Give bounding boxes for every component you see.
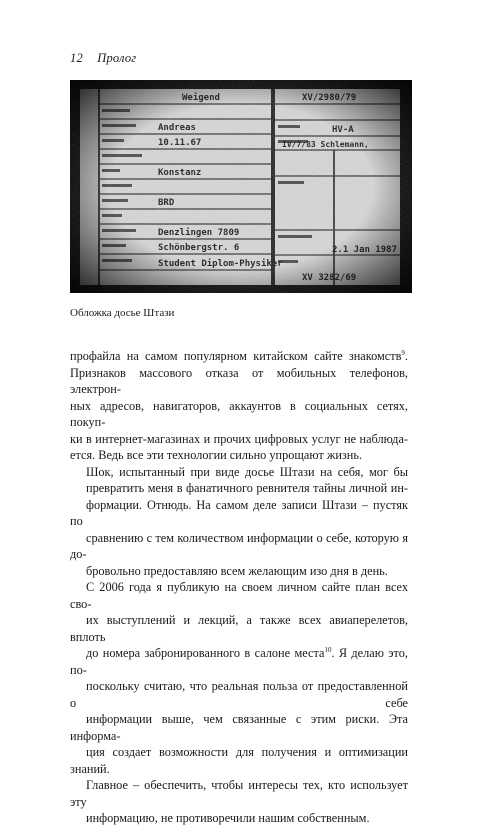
text-line: превратить меня в фанатичного ревнителя тайны личной ин- — [86, 481, 408, 495]
text-line: формации. Отнюдь. На самом деле записи Штази – пустяк по — [70, 497, 408, 528]
paragraph — [70, 464, 408, 580]
text-line: ется. Ведь все эти технологии сильно упрощают жизнь. — [70, 448, 363, 462]
footnote-ref: 9 — [401, 348, 405, 357]
text-line: до номера забронированного в салоне места$^{10}$. Я делаю это, по- — [70, 645, 408, 677]
text-line: Признаков массового отказа от мобильных телефонов, электрон- — [70, 365, 408, 396]
body-text — [70, 348, 408, 827]
section-title: Пролог — [97, 51, 137, 65]
page-number: 12 — [70, 51, 83, 65]
footnote-ref: 10 — [324, 645, 332, 654]
paragraph — [70, 579, 408, 827]
running-header — [70, 51, 136, 66]
text-line: Главное – обеспечить, чтобы интересы тех, кто использует эту — [70, 778, 408, 809]
text-line: Шок, испытанный при виде досье Штази на себя, мог бы — [86, 464, 408, 479]
text-line: информации выше, чем связанные с этим риски. Эта информа- — [70, 712, 408, 743]
text-line: поскольку считаю, что реальная польза от предоставленной о себе — [70, 679, 408, 710]
stasi-file-photo — [70, 80, 412, 293]
text-line: ных адресов, навигаторов, аккаунтов в социальных сетях, покуп- — [70, 398, 408, 429]
text-line: ки в интернет-магазинах и прочих цифровых услуг не наблюда- — [70, 431, 408, 446]
text-line: бровольно предоставляю всем желающим изо дня в день. — [86, 563, 388, 578]
text-line: информацию, не противоречили нашим собственным. — [86, 811, 370, 825]
figure-caption: Обложка досье Штази — [70, 307, 175, 319]
text-line: профайла на самом популярном китайском сайте знакомств$^9$. — [70, 348, 408, 363]
paragraph — [70, 348, 408, 464]
text-line: сравнению с тем количеством информации о себе, которую я до- — [70, 530, 408, 561]
text-line: ция создает возможности для получения и оптимизации знаний. — [70, 745, 408, 776]
text-line: их выступлений и лекций, а также всех авиаперелетов, вплоть — [70, 613, 408, 644]
text-line: С 2006 года я публикую на своем личном сайте план всех сво- — [70, 580, 408, 611]
